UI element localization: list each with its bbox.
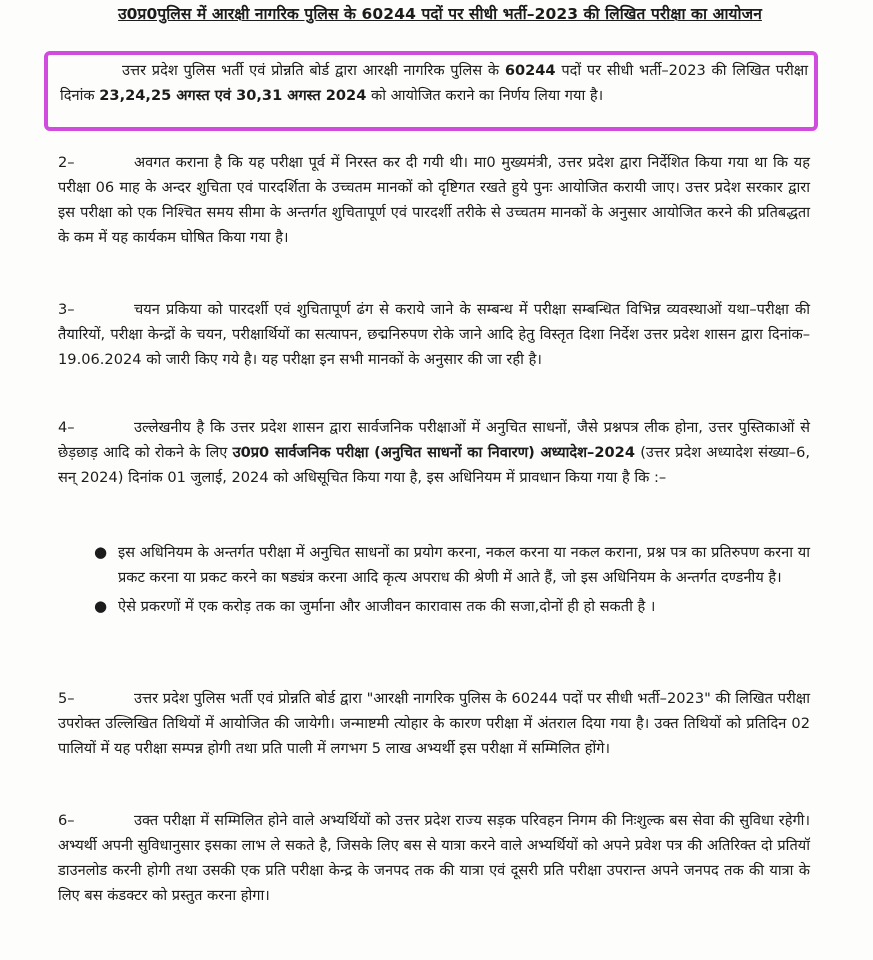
- document-title: उ0प्र0पुलिस में आरक्षी नागरिक पुलिस के 60244 पदों पर सीधी भर्ती–2023 की लिखित परीक्षा का आयोजन: [118, 5, 762, 23]
- paragraph-5: [58, 686, 810, 761]
- paragraph-4-text-a: उल्लेखनीय है कि उत्तर प्रदेश शासन द्वारा सार्वजनिक परीक्षाओं में अनुचित साधनों, जैसे प्रश्नपत्र लीक होना, उत्तर पुस्तिकाओं से छेड़छाड़ आदि को रोकने के लिए: [58, 419, 810, 461]
- paragraph-4: [58, 415, 810, 490]
- paragraph-3-text: चयन प्रकिया को पारदर्शी एवं शुचितापूर्ण ढंग से कराये जाने के सम्बन्ध में परीक्षा सम्बन्धित विभिन्न व्यवस्थाओं यथा–परीक्षा की तैयारियों, परीक्षा केन्द्रों के चयन, परीक्षार्थियों का सत्यापन, छद्मनिरुपण रोके जाने आदि हेतु विस्तृत दिशा निर्देश उत्तर प्रदेश शासन द्वारा दिनांक–19.06.2024 को जारी किए गये है। यह परीक्षा इन सभी मानकों के अनुसार की जा रही है।: [58, 301, 810, 368]
- paragraph-4-bold-a: उ0प्र0 सार्वजनिक परीक्षा (अनुचित साधनों का निवारण) अध्यादेश–2024: [232, 444, 635, 461]
- paragraph-1-bold-a: 60244: [504, 62, 556, 79]
- paragraph-2-number: 2–: [58, 154, 75, 171]
- provision-item-1-text: इस अधिनियम के अन्तर्गत परीक्षा में अनुचित साधनों का प्रयोग करना, नकल करना या नकल कराना, प्रश्न पत्र का प्रतिरुपण करना या प्रकट करना या प्रकट करने का षड्यंत्र करना आदि कृत्य अपराध की श्रेणी में आते हैं, जो इस अधिनियम के अन्तर्गत दण्डनीय है।: [118, 544, 810, 586]
- provision-item-2-text: ऐसे प्रकरणों में एक करोड़ तक का जुर्माना और आजीवन कारावास तक की सजा,दोनों ही हो सकती है ।: [118, 598, 656, 615]
- provisions-list: [94, 540, 810, 623]
- paragraph-6-text: उक्त परीक्षा में सम्मिलित होने वाले अभ्यर्थियों को उत्तर प्रदेश राज्य सड़क परिवहन निगम की निःशुल्क बस सेवा की सुविधा रहेगी। अभ्यर्थी अपनी सुविधानुसार इसका लाभ ले सकते है, जिसके लिए बस से यात्रा करने वाले अभ्यर्थियों को अपने प्रवेश पत्र की अतिरिक्त दो प्रतियॉ डाउनलोड करनी होगी तथा उसकी एक प्रति परीक्षा केन्द्र के जनपद तक की यात्रा एवं दूसरी प्रति परीक्षा उपरान्त अपने जनपद तक की यात्रा के लिए बस कंडक्टर को प्रस्तुत करना होगा।: [58, 812, 811, 904]
- paragraph-4-text-b: (उत्तर प्रदेश अध्यादेश संख्या–6, सन् 2024) दिनांक 01 जुलाई, 2024 को अधिसूचित किया गया है, इस अधिनियम में प्रावधान किया गया है कि :–: [58, 444, 810, 486]
- paragraph-1-text-a: उत्तर प्रदेश पुलिस भर्ती एवं प्रोन्नति बोर्ड द्वारा आरक्षी नागरिक पुलिस के: [122, 62, 505, 79]
- paragraph-1-text-c: को आयोजित कराने का निर्णय लिया गया है।: [366, 87, 604, 104]
- provision-item-2: [94, 594, 810, 619]
- paragraph-1: [60, 58, 808, 108]
- paragraph-6: [58, 808, 810, 908]
- paragraph-2: [58, 150, 810, 250]
- provision-item-1: [94, 540, 810, 590]
- paragraph-1-bold-b: 23,24,25 अगस्त एवं 30,31 अगस्त 2024: [99, 87, 367, 104]
- paragraph-3: [58, 297, 810, 372]
- paragraph-4-number: 4–: [58, 419, 75, 436]
- bullet-dot-icon: ●: [94, 543, 108, 561]
- paragraph-2-text: अवगत कराना है कि यह परीक्षा पूर्व में निरस्त कर दी गयी थी। मा0 मुख्यमंत्री, उत्तर प्रदेश द्वारा निर्देशित किया गया था कि यह परीक्षा 06 माह के अन्दर शुचिता एवं पारदर्शिता के उच्चतम मानकों को दृष्टिगत रखते हुये पुनः आयोजित करायी जाए। उत्तर प्रदेश सरकार द्वारा इस परीक्षा को एक निश्चित समय सीमा के अन्तर्गत शुचितापूर्ण एवं पारदर्शी तरीके से उच्चतम मानकों के अनुसार आयोजित करने की प्रतिबद्धता के कम में यह कार्यकम घोषित किया गया है।: [58, 154, 811, 246]
- paragraph-6-number: 6–: [58, 812, 75, 829]
- paragraph-3-number: 3–: [58, 301, 75, 318]
- paragraph-5-text: उत्तर प्रदेश पुलिस भर्ती एवं प्रोन्नति बोर्ड द्वारा "आरक्षी नागरिक पुलिस के 60244 पदों पर सीधी भर्ती–2023" की लिखित परीक्षा उपरोक्त उल्लिखित तिथियों में आयोजित की जायेगी। जन्माष्टमी त्योहार के कारण परीक्षा में अंतराल दिया गया है। उक्त तिथियों को प्रतिदिन 02 पालियों में यह परीक्षा सम्पन्न होगी तथा प्रति पाली में लगभग 5 लाख अभ्यर्थी इस परीक्षा में सम्मिलित होंगे।: [58, 690, 810, 757]
- paragraph-1-text-b: पदों पर सीधी भर्ती–2023 की लिखित परीक्षा दिनांक: [60, 62, 809, 104]
- paragraph-5-number: 5–: [58, 690, 75, 707]
- bullet-dot-icon: ●: [94, 597, 108, 615]
